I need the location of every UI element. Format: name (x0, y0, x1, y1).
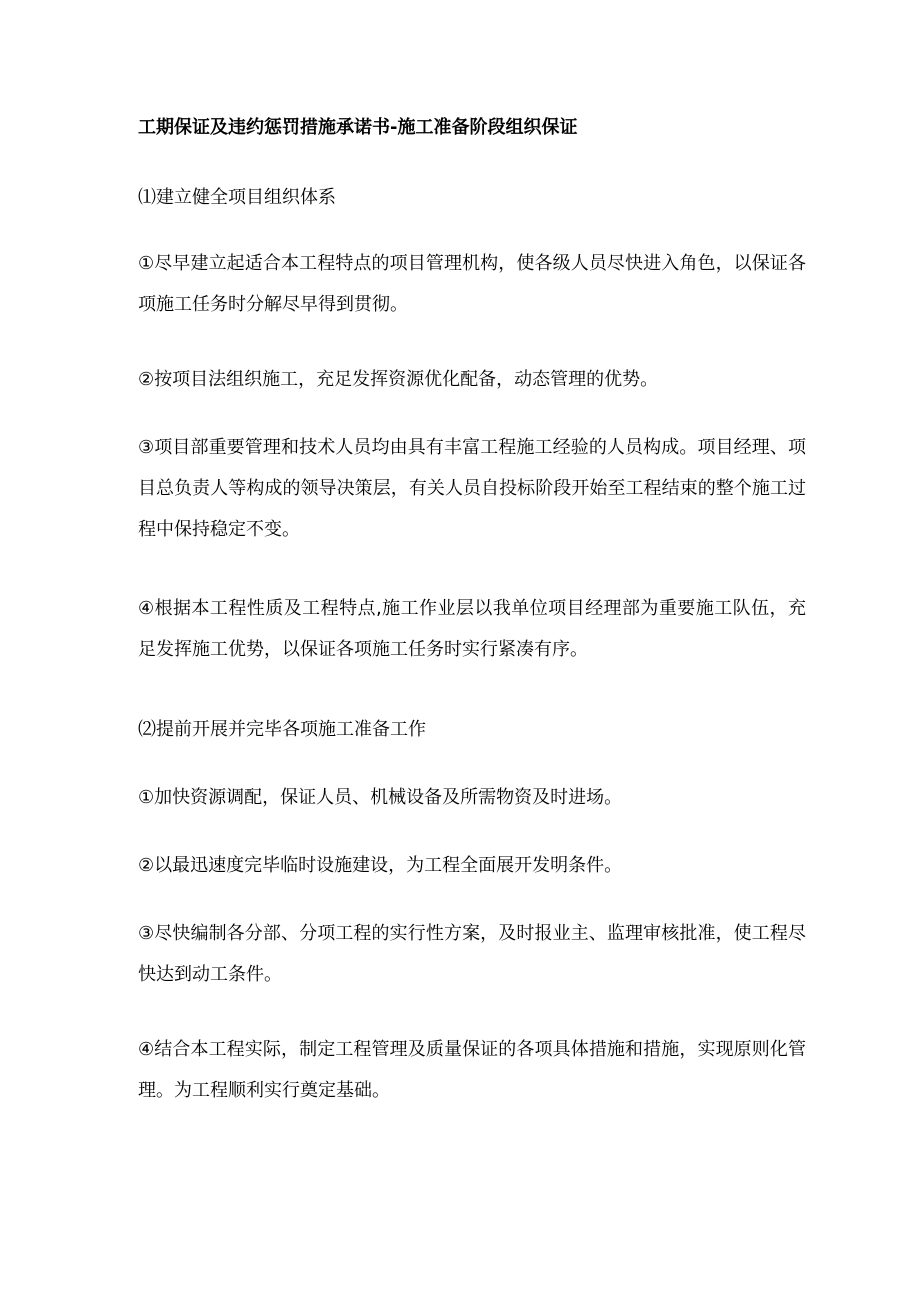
section-heading-1: ⑴建立健全项目组织体系 (138, 187, 336, 208)
paragraph-item-2-3: ③尽快编制各分部、分项工程的实行性方案，及时报业主、监理审核批准，使工程尽快达到动工条件。 (138, 923, 806, 985)
paragraph-item-2-2: ②以最迅速度完毕临时设施建设，为工程全面展开发明条件。 (138, 855, 623, 876)
document-title: 工期保证及违约惩罚措施承诺书-施工准备阶段组织保证 (138, 117, 578, 138)
section-heading-2: ⑵提前开展并完毕各项施工准备工作 (138, 719, 426, 740)
paragraph-item-1-2: ②按项目法组织施工，充足发挥资源优化配备，动态管理的优势。 (138, 369, 659, 390)
paragraph-item-1-4: ④根据本工程性质及工程特点,施工作业层以我单位项目经理部为重要施工队伍，充足发挥施工优势，以保证各项施工任务时实行紧凑有序。 (138, 598, 806, 660)
paragraph-item-1-3: ③项目部重要管理和技术人员均由具有丰富工程施工经验的人员构成。项目经理、项目总负责人等构成的领导决策层，有关人员自投标阶段开始至工程结束的整个施工过程中保持稳定不变。 (138, 437, 806, 540)
paragraph-item-1-1: ①尽早建立起适合本工程特点的项目管理机构，使各级人员尽快进入角色，以保证各项施工任务时分解尽早得到贯彻。 (138, 253, 806, 315)
paragraph-item-2-4: ④结合本工程实际，制定工程管理及质量保证的各项具体措施和措施，实现原则化管理。为工程顺利实行奠定基础。 (138, 1039, 806, 1101)
paragraph-item-2-1: ①加快资源调配，保证人员、机械设备及所需物资及时进场。 (138, 787, 623, 808)
